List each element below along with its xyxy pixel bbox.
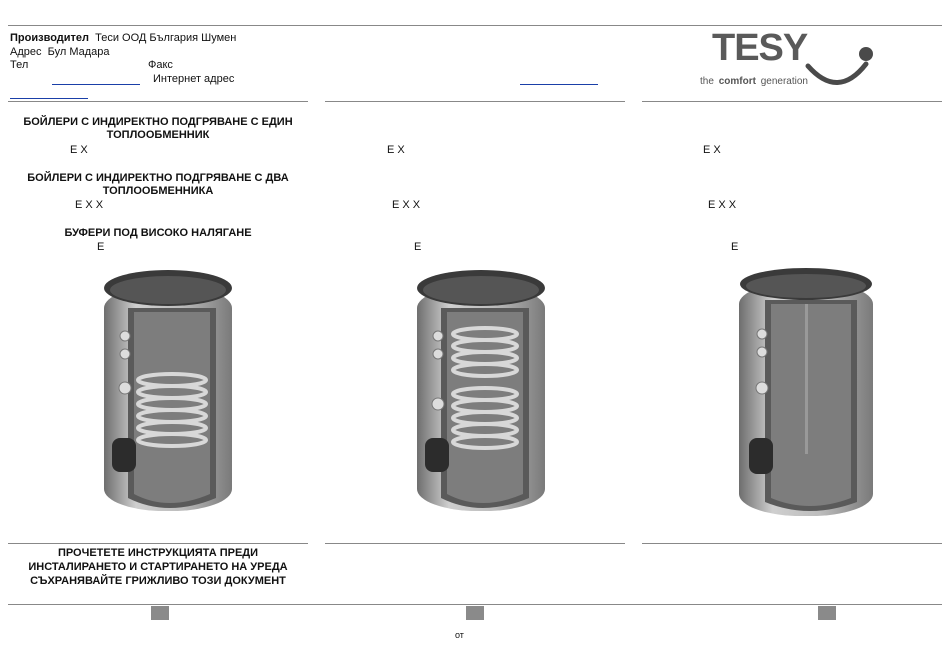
page-of-label: от [455, 630, 464, 640]
code-one-coil-col1: Е Х [70, 144, 88, 156]
section-heading-buffer [8, 227, 308, 240]
section-heading-two-coils [8, 172, 308, 198]
email-link-line[interactable] [10, 98, 88, 99]
col1-top-rule [8, 101, 308, 102]
section-heading-one-coil [8, 116, 308, 142]
logo-tagline-prefix: the [700, 76, 714, 87]
tank-one-coil-image [98, 268, 238, 518]
read-instructions-notice [8, 546, 308, 588]
manufacturer-line [10, 32, 236, 45]
notice-line2: ИНСТАЛИРАНЕТО И СТАРТИРАНЕТО НА УРЕДА [28, 561, 288, 573]
phone-link-line[interactable] [52, 84, 140, 85]
tesy-logo [698, 28, 880, 96]
logo-wordmark: TESY [712, 28, 808, 69]
code-buffer-col1: Е [97, 241, 105, 253]
tank-two-coils-image [411, 268, 551, 518]
section-heading-two-coils-line2: ТОПЛООБМЕННИКА [102, 185, 214, 197]
section-heading-two-coils-line1: БОЙЛЕРИ С ИНДИРЕКТНО ПОДГРЯВАНЕ С ДВА [27, 172, 289, 184]
address-line [10, 46, 110, 59]
code-two-coils-col2: Е Х Х [392, 199, 421, 211]
logo-tagline-bold: comfort [718, 76, 756, 87]
internet-label: Интернет адрес [153, 73, 235, 85]
tank-buffer-image [737, 268, 877, 522]
logo-tagline-suffix: generation [760, 76, 808, 87]
fax-label: Факс [148, 59, 173, 71]
code-buffer-col3: Е [731, 241, 739, 253]
section-heading-one-coil-line2: ТОПЛООБМЕННИК [106, 129, 210, 141]
notice-line3: СЪХРАНЯВАЙТЕ ГРИЖЛИВО ТОЗИ ДОКУМЕНТ [30, 575, 286, 587]
col3-bottom-rule [642, 543, 942, 544]
footer-rule [8, 604, 942, 605]
notice-line1: ПРОЧЕТЕТЕ ИНСТРУКЦИЯТА ПРЕДИ [57, 547, 259, 559]
manufacturer-label: Производител [10, 32, 90, 44]
code-one-coil-col3: Е Х [703, 144, 721, 156]
col1-bottom-rule [8, 543, 308, 544]
internet-link-line[interactable] [520, 84, 598, 85]
code-two-coils-col3: Е Х Х [708, 199, 737, 211]
svg-text:the comfort genera [700, 76, 808, 87]
code-one-coil-col2: Е Х [387, 144, 405, 156]
col2-bottom-rule [325, 543, 625, 544]
col2-top-rule [325, 101, 625, 102]
address-label: Адрес [10, 46, 42, 58]
col3-top-rule [642, 101, 942, 102]
address-value: Бул Мадара [47, 46, 110, 58]
code-buffer-col2: Е [414, 241, 422, 253]
top-rule [8, 25, 942, 26]
section-heading-buffer-line1: БУФЕРИ ПОД ВИСОКО НАЛЯГАНЕ [64, 227, 252, 239]
page-marker-right [818, 606, 836, 620]
code-two-coils-col1: Е Х Х [75, 199, 104, 211]
section-heading-one-coil-line1: БОЙЛЕРИ С ИНДИРЕКТНО ПОДГРЯВАНЕ С ЕДИН [23, 116, 293, 128]
phone-label: Тел [10, 59, 29, 71]
manufacturer-value: Теси ООД България Шумен [95, 32, 237, 44]
page-marker-center [466, 606, 484, 620]
page-marker-left [151, 606, 169, 620]
